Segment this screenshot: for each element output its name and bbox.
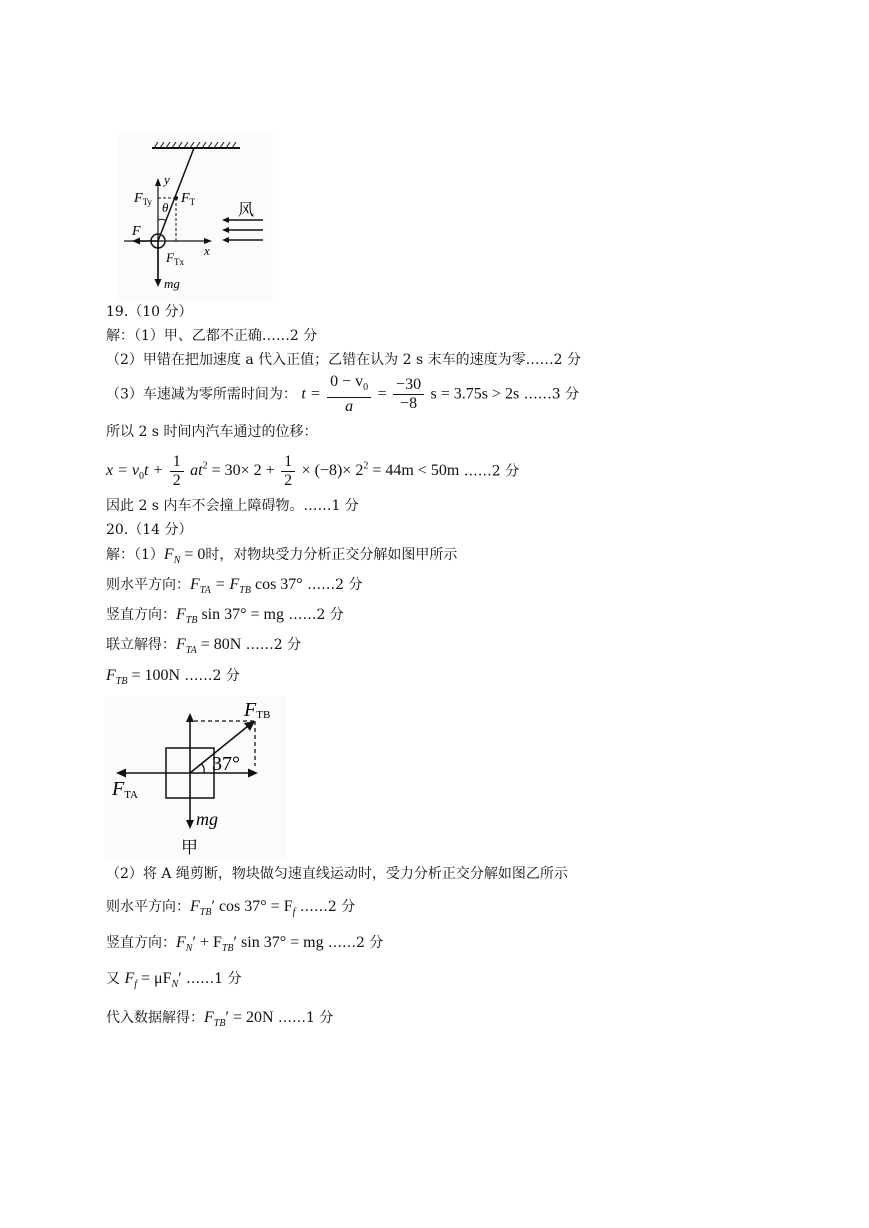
mg-label: mg: [196, 809, 218, 829]
q20-line-2: 则水平方向：$F_{TA} = F_{TB}$ cos 37° ……2 分: [106, 576, 363, 597]
ftx-label: $F_{Tx}$: [166, 250, 184, 267]
q20-line-6: （2）将 A 绳剪断，物块做匀速直线运动时，受力分析正交分解如图乙所示: [106, 866, 568, 882]
ftb-label: FTB: [244, 699, 271, 721]
q20-line-5: $F_{TB} = 100N$ ……2 分: [106, 667, 240, 688]
q19-line-6: 因此 2 s 内车不会撞上障碍物。……1 分: [106, 498, 359, 514]
q20-line-10: 代入数据解得：$F_{TB}' = 20N$ ……1 分: [106, 1009, 334, 1030]
wind-label: 风: [238, 202, 255, 219]
q20-line-9: 又 $F_f = \mu F_N'$ ……1 分: [106, 970, 242, 991]
q19-line-4: 所以 2 s 时间内汽车通过的位移：: [106, 424, 318, 440]
f-label: F: [132, 224, 141, 239]
q19-header: 19.（10 分）: [106, 304, 193, 320]
q20-line-1: 解：$(1)F_N = 0$时，对物块受力分析正交分解如图甲所示: [106, 546, 458, 567]
fty-label: $F_{Ty}$: [134, 191, 152, 207]
mg-label: mg: [164, 276, 180, 291]
x-axis-label: x: [204, 243, 210, 258]
theta-label: θ: [162, 200, 169, 215]
q19-line-5: $x = v_0t$ + $\frac{1}{2}$ $at^2 = 30\times 2$ + $\frac{1}{2}$ × $(-8)\times 2^2 = 44m < 50m$ ……2 分: [106, 452, 520, 489]
fta-label: FTA: [112, 778, 139, 801]
q20-line-3: 竖直方向：$F_{TB}$ sin 37° = mg ……2 分: [106, 606, 344, 627]
q19-line-1: 解：（1）甲、乙都不正确……2 分: [106, 328, 318, 344]
figure-caption: 甲: [181, 838, 198, 857]
q20-line-7: 则水平方向：$F_{TB}'$ $\cos 37^\circ = F_f$ ……2 分: [106, 898, 356, 919]
q19-line-2: （2）甲错在把加速度 a 代入正值；乙错在认为 2 s 末车的速度为零……2 分: [106, 352, 581, 368]
q20-line-4: 联立解得：$F_{TA} = 80N$ ……2 分: [106, 636, 302, 657]
y-axis-label: y: [164, 172, 170, 187]
angle-label: 37°: [212, 753, 240, 775]
pendulum-force-diagram: [118, 132, 273, 302]
q20-line-8: 竖直方向：$F_N' + F_{TB}'$ sin 37° = mg ……2 分: [106, 934, 384, 955]
block-force-diagram: [104, 696, 286, 860]
q19-line-3: （3）车速减为零所需时间为： t = $\frac{0 - v_0}{a}$ = $\frac{-30}{-8}$ s = 3.75s > 2s ……3 分: [106, 373, 580, 416]
q20-header: 20.（14 分）: [106, 522, 193, 538]
ft-label: $F_T$: [181, 191, 196, 207]
